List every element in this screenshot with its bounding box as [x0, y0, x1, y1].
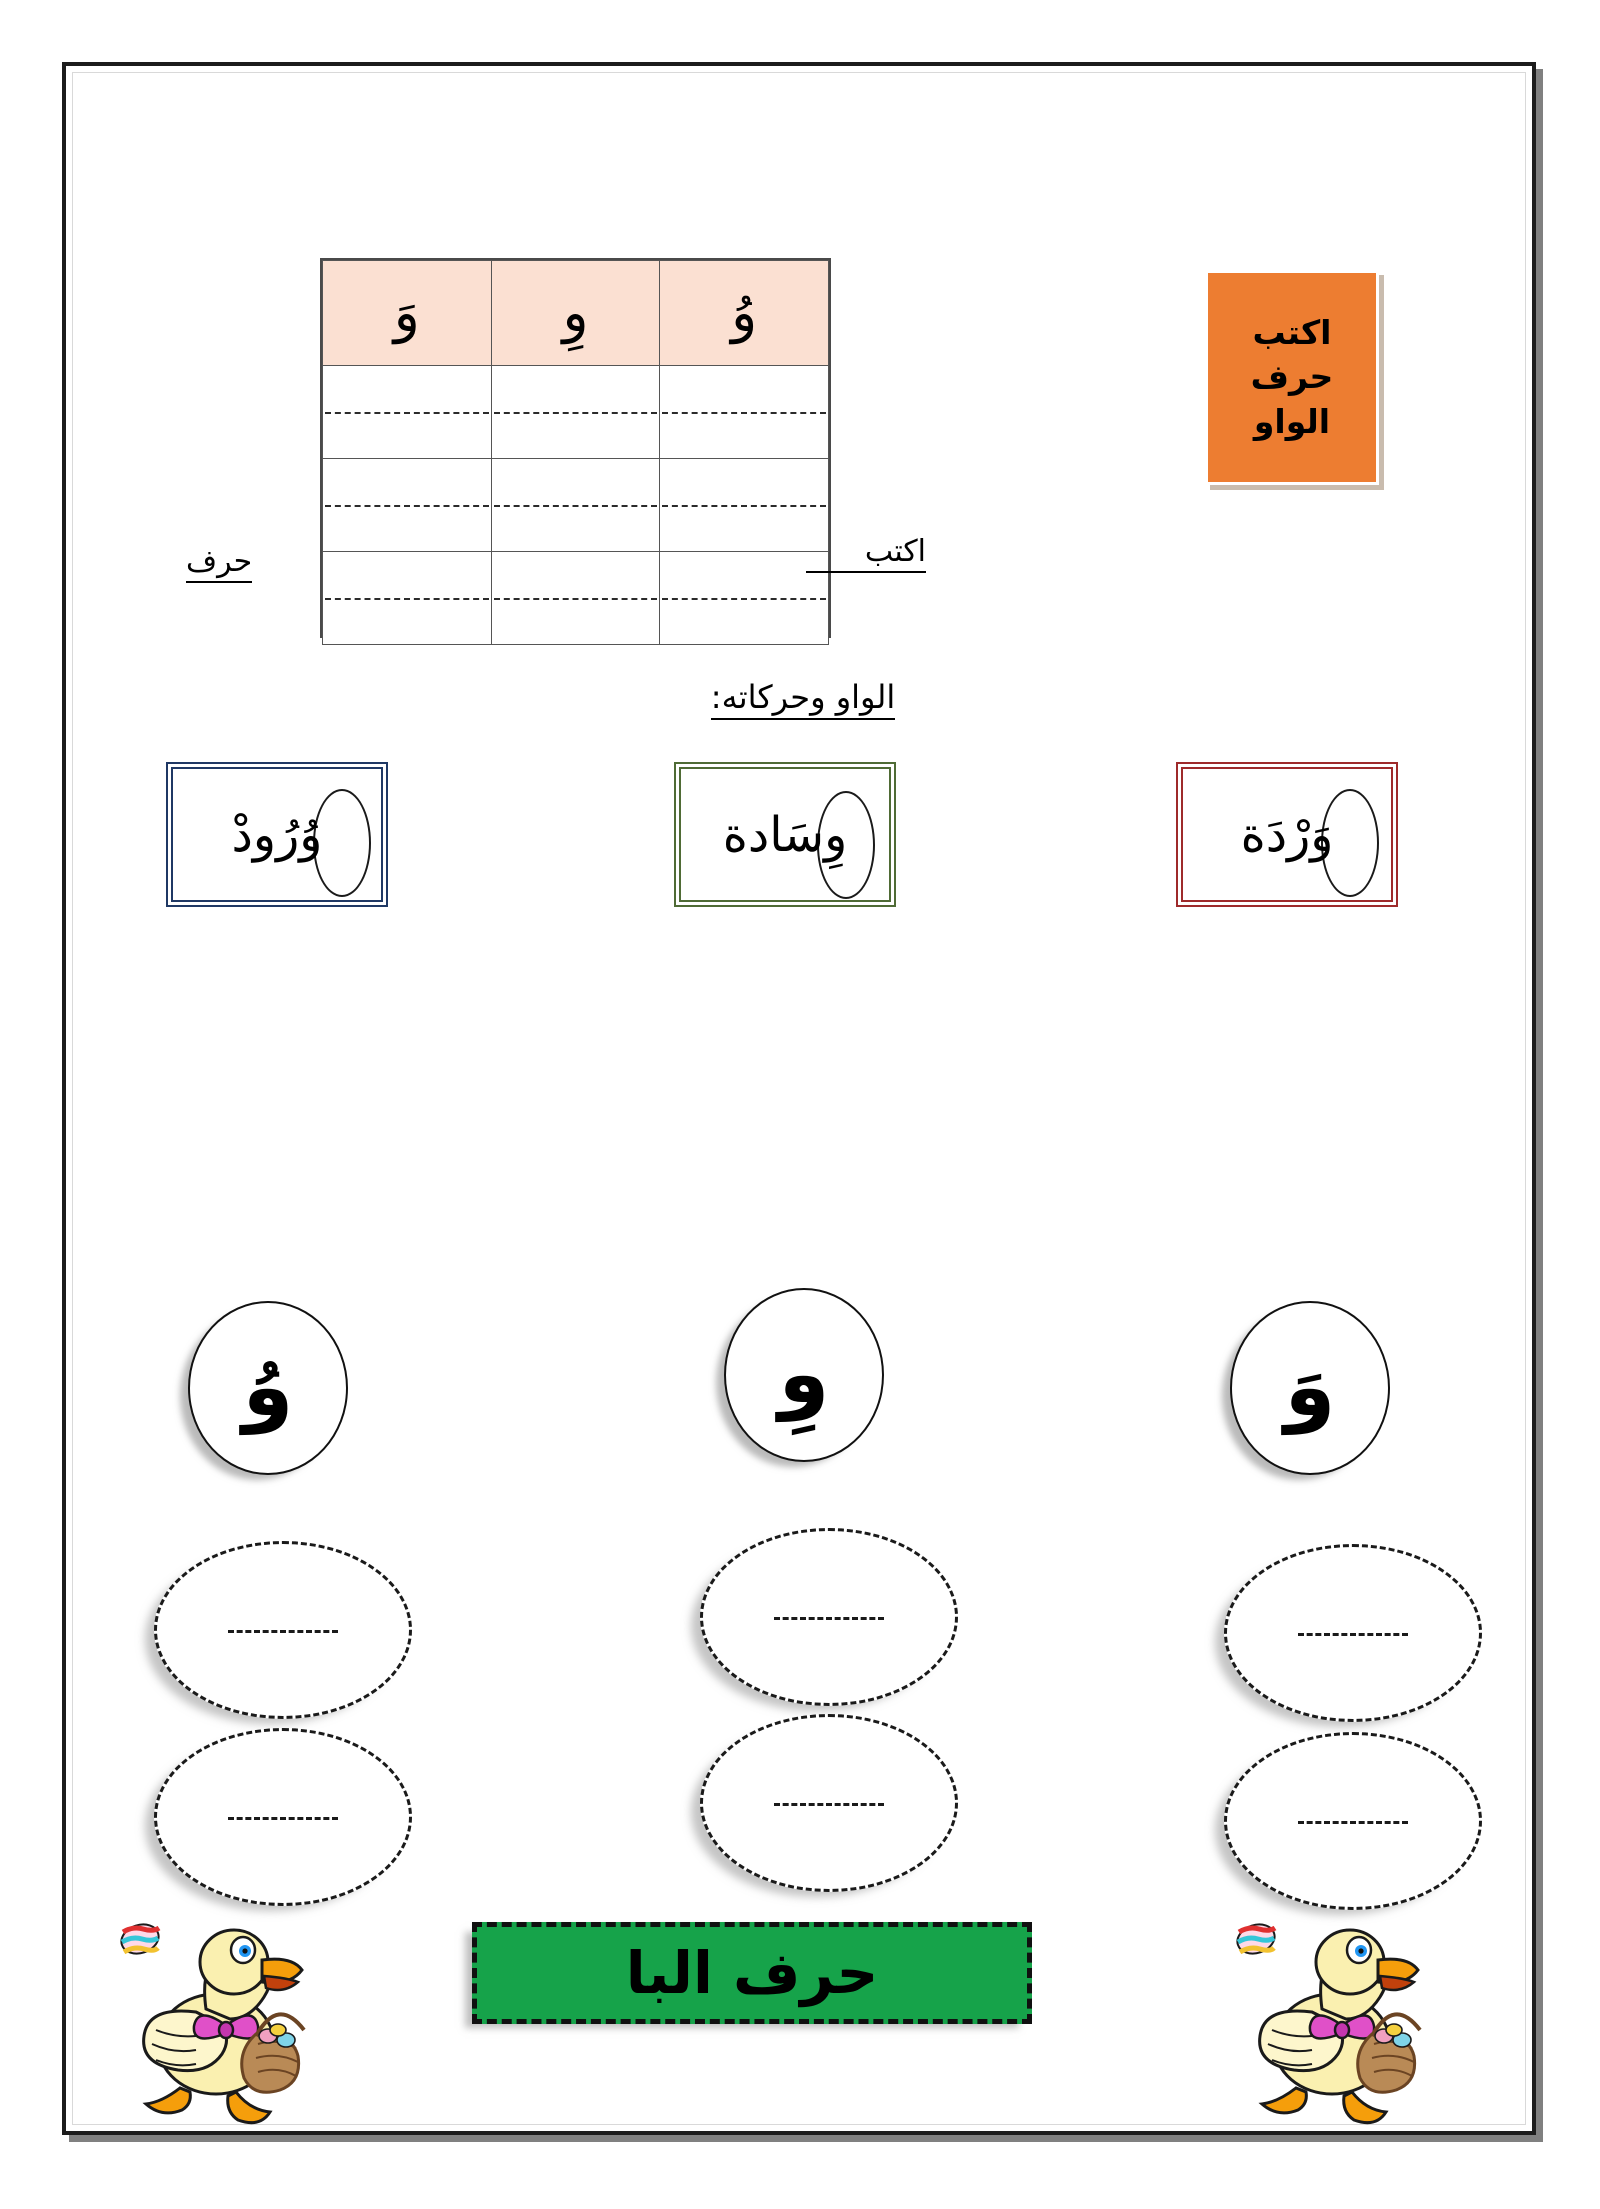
title-line-2: حرف — [1250, 357, 1334, 397]
table-header-row — [323, 261, 829, 366]
word-card-warda — [1176, 762, 1398, 907]
table-row — [323, 459, 829, 552]
dashed-guide-line — [325, 412, 489, 414]
dashed-guide-line — [662, 505, 826, 507]
header-cell-fatha — [323, 261, 492, 366]
label-write — [806, 534, 926, 573]
header-glyph-damma: وُ — [731, 281, 758, 344]
dashed-guide-line — [1298, 1633, 1409, 1636]
practice-cell[interactable] — [491, 366, 660, 459]
duck-icon — [1234, 1884, 1449, 2144]
title-line-3: الواو — [1253, 401, 1331, 441]
worksheet-canvas — [66, 66, 1540, 2139]
practice-cell[interactable] — [660, 366, 829, 459]
label-letter-text: حرف — [186, 544, 252, 583]
dashed-guide-line — [662, 412, 826, 414]
dashed-guide-line — [774, 1617, 885, 1620]
section-heading-text: الواو وحركاته: — [711, 678, 895, 720]
practice-cell[interactable] — [323, 552, 492, 645]
dashed-guide-line — [494, 598, 658, 600]
label-letter — [186, 544, 252, 579]
title-line-1: اكتب — [1252, 313, 1332, 353]
dashed-guide-line — [494, 505, 658, 507]
practice-table — [320, 258, 831, 638]
word-card-text: وَرْدَة — [1240, 806, 1334, 863]
letter-circle-glyph: وِ — [778, 1327, 830, 1422]
easter-egg-icon — [118, 1920, 162, 1958]
practice-cell[interactable] — [323, 459, 492, 552]
table-row — [323, 552, 829, 645]
dashed-guide-line — [228, 1817, 339, 1820]
header-cell-damma — [660, 261, 829, 366]
letter-circle-glyph: وُ — [242, 1340, 294, 1435]
duck-clipart-right — [1234, 1884, 1449, 2148]
dashed-guide-line — [325, 598, 489, 600]
dashed-guide-line — [325, 505, 489, 507]
header-glyph-kasra: وِ — [562, 281, 589, 344]
practice-cell[interactable] — [660, 552, 829, 645]
trace-ellipse[interactable] — [154, 1728, 412, 1906]
dashed-guide-line — [494, 412, 658, 414]
word-card-text: وُرُودْ — [231, 806, 323, 863]
practice-cell[interactable] — [660, 459, 829, 552]
practice-cell[interactable] — [491, 459, 660, 552]
trace-ellipse[interactable] — [700, 1528, 958, 1706]
word-card-wisada — [674, 762, 896, 907]
green-banner — [472, 1922, 1032, 2024]
duck-icon — [118, 1884, 333, 2144]
header-glyph-fatha: وَ — [393, 281, 420, 344]
dashed-guide-line — [774, 1803, 885, 1806]
green-banner-text: حرف البا — [625, 1939, 879, 2007]
header-cell-kasra — [491, 261, 660, 366]
letter-circle-fatha — [1230, 1301, 1390, 1475]
dashed-guide-line — [662, 598, 826, 600]
section-heading — [66, 678, 1540, 716]
easter-egg-icon — [1234, 1920, 1278, 1958]
word-card-text: وِسَادة — [722, 806, 848, 863]
letter-circle-damma — [188, 1301, 348, 1475]
dashed-guide-line — [228, 1630, 339, 1633]
duck-clipart-left — [118, 1884, 333, 2148]
title-box — [1205, 270, 1379, 485]
trace-ellipse[interactable] — [154, 1541, 412, 1719]
letter-circle-glyph: وَ — [1284, 1340, 1336, 1435]
word-card-wurud — [166, 762, 388, 907]
practice-cell[interactable] — [323, 366, 492, 459]
label-write-text: اكتب — [806, 534, 926, 573]
worksheet-page — [62, 62, 1536, 2135]
practice-cell[interactable] — [491, 552, 660, 645]
table-row — [323, 366, 829, 459]
trace-ellipse[interactable] — [1224, 1544, 1482, 1722]
trace-ellipse[interactable] — [700, 1714, 958, 1892]
letter-circle-kasra — [724, 1288, 884, 1462]
dashed-guide-line — [1298, 1821, 1409, 1824]
